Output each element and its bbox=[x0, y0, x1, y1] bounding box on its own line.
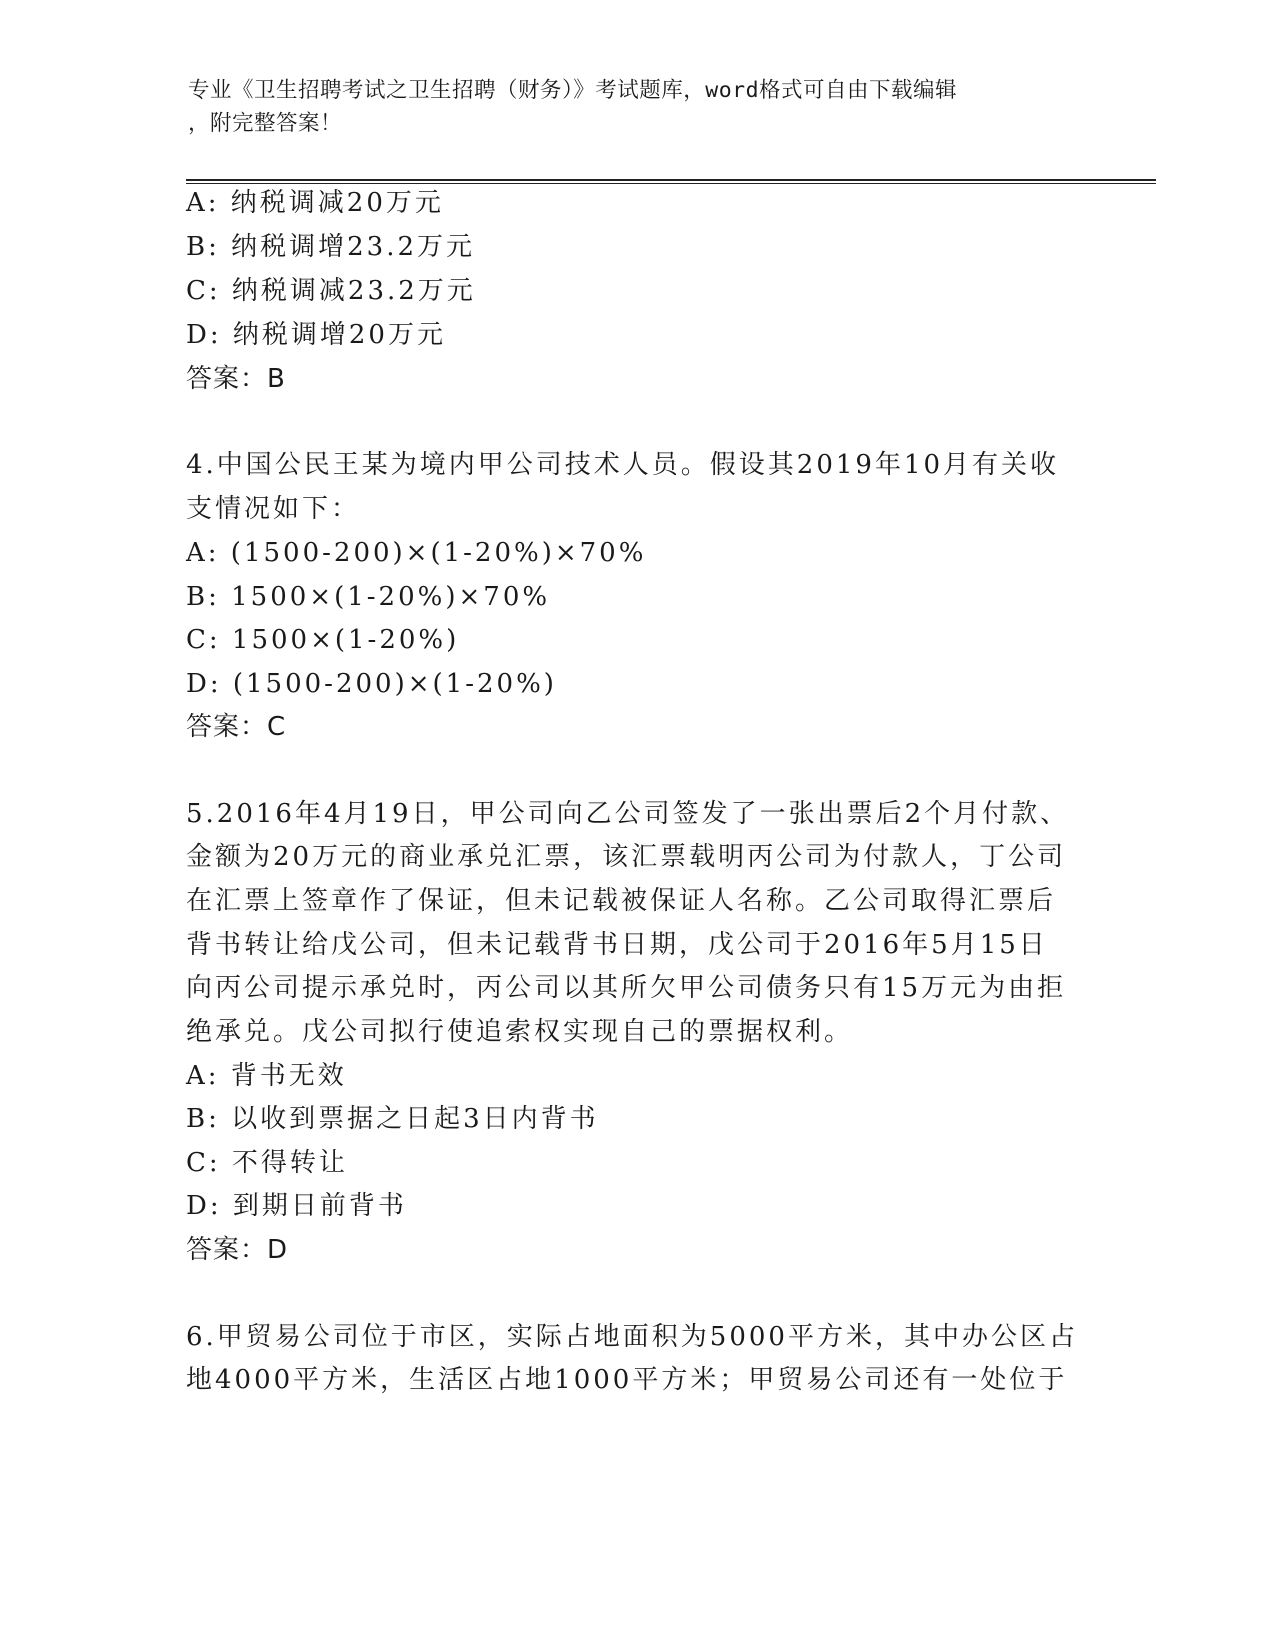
header-rule-thick bbox=[186, 179, 1156, 181]
q5-option-b: B: 以收到票据之日起3日内背书 bbox=[186, 1104, 599, 1134]
q3-option-d: D: 纳税调增20万元 bbox=[186, 320, 446, 350]
q4-option-b: B: 1500×(1-20%)×70% bbox=[186, 582, 551, 612]
q6-stem-line-2: 地4000平方米，生活区占地1000平方米；甲贸易公司还有一处位于 bbox=[186, 1365, 1068, 1395]
q5-stem-line-6: 绝承兑。戊公司拟行使追索权实现自己的票据权利。 bbox=[186, 1017, 854, 1047]
q3-option-a: A: 纳税调减20万元 bbox=[186, 188, 444, 218]
q5-stem-line-5: 向丙公司提示承兑时，丙公司以其所欠甲公司债务只有15万元为由拒 bbox=[186, 973, 1067, 1003]
q4-stem-line-2: 支情况如下： bbox=[186, 494, 361, 524]
q5-stem-line-2: 金额为20万元的商业承兑汇票，该汇票载明丙公司为付款人，丁公司 bbox=[186, 842, 1067, 872]
q5-answer: 答案：D bbox=[186, 1235, 289, 1265]
q5-option-a: A: 背书无效 bbox=[186, 1061, 347, 1091]
q5-stem-line-3: 在汇票上签章作了保证，但未记载被保证人名称。乙公司取得汇票后 bbox=[186, 886, 1057, 916]
q6-stem-line-1: 6.甲贸易公司位于市区，实际占地面积为5000平方米，其中办公区占 bbox=[186, 1322, 1078, 1352]
q4-stem-line-1: 4.中国公民王某为境内甲公司技术人员。假设其2019年10月有关收 bbox=[186, 450, 1060, 480]
q5-option-c: C: 不得转让 bbox=[186, 1148, 348, 1178]
q3-option-c: C: 纳税调减23.2万元 bbox=[186, 276, 476, 306]
q5-stem-line-1: 5.2016年4月19日，甲公司向乙公司签发了一张出票后2个月付款、 bbox=[186, 799, 1070, 829]
header-line-1: 专业《卫生招聘考试之卫生招聘（财务）》考试题库，word格式可自由下载编辑 bbox=[188, 78, 958, 103]
document-header bbox=[188, 74, 1068, 140]
header-rule-thin bbox=[186, 183, 1156, 184]
q4-option-d: D: (1500-200)×(1-20%) bbox=[186, 669, 557, 699]
q3-answer: 答案：B bbox=[186, 364, 286, 394]
q3-option-b: B: 纳税调增23.2万元 bbox=[186, 232, 476, 262]
q4-option-a: A: (1500-200)×(1-20%)×70% bbox=[186, 538, 647, 568]
q4-option-c: C: 1500×(1-20%) bbox=[186, 625, 460, 655]
q5-stem-line-4: 背书转让给戊公司，但未记载背书日期，戊公司于2016年5月15日 bbox=[186, 930, 1048, 960]
header-line-2: ，附完整答案！ bbox=[188, 111, 343, 136]
q4-answer: 答案：C bbox=[186, 712, 287, 742]
q5-option-d: D: 到期日前背书 bbox=[186, 1191, 407, 1221]
